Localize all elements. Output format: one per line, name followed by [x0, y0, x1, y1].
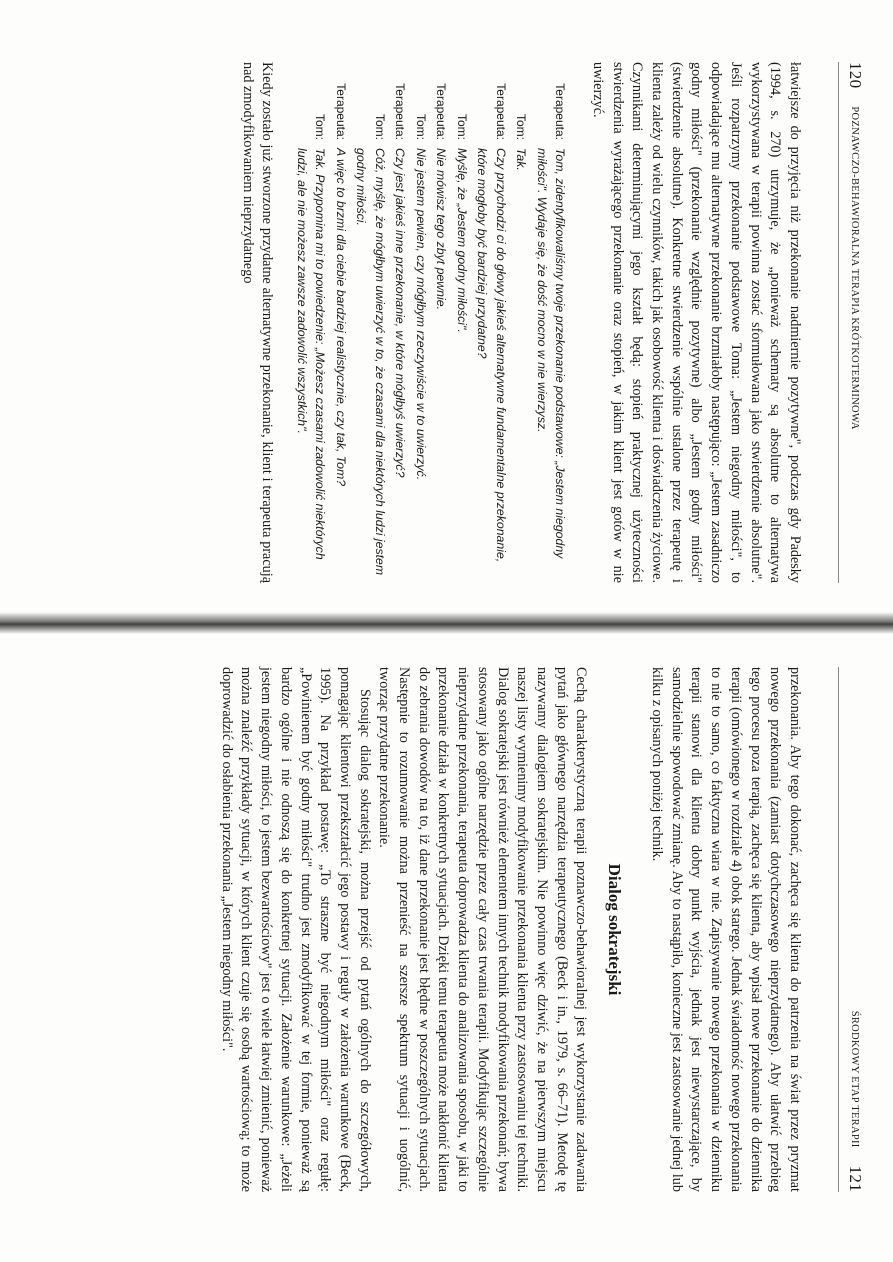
right-page-number: 121 — [846, 1165, 865, 1192]
utterance: Myślę, że „Jestem godny miłości". — [454, 148, 469, 333]
left-page-number: 120 — [846, 62, 865, 89]
dialogue — [292, 62, 569, 583]
right-page-header — [838, 667, 865, 1192]
right-paragraph-1: przekonania. Aby tego dokonać, zachęca się klienta do patrzenia na świat przez pryzmat nowego przekonania (zamiast dotychczasowego nieprzydatnego). Aby ułatwić przebieg tego procesu poza terapią, zachęca się klienta, aby wpisał nowe przekonanie do dziennika terapii (omówionego w rozdziale 4) obok starego. Jednak świadomość nowego przekonania to nie to samo, co faktyczna wiara w nie. Zapisywanie nowego przekonania w dzienniku terapii stanowi dla klienta dobry punkt wyjścia, jednak jest niewystarczające, by samodzielnie spowodować zmianę. Aby to nastąpiło, konieczne jest zastosowanie jednej lub kilku z opisanych poniżej technik. — [649, 667, 803, 1192]
dialogue-turn — [512, 62, 531, 583]
dialogue-turn — [352, 62, 389, 583]
dialogue-turn — [432, 62, 451, 583]
speaker: Terapeuta: — [393, 83, 408, 140]
left-running-head: POZNAWCZO-BEHAWIORALNA TERAPIA KRÓTKOTERMINOWA — [849, 106, 861, 430]
utterance: Nie mówisz tego zbyt pewnie. — [434, 148, 449, 310]
utterance: Tak. Przypomina mi to powiedzenie: „Możesz czasami zadowolić niektórych ludzi, ale nie możesz zawsze zadowolić wszystkich". — [294, 148, 328, 560]
utterance: A więc to brzmi dla ciebie bardziej realistycznie, czy tak, Tom? — [333, 148, 348, 487]
speaker: Tom: — [313, 113, 328, 140]
left-page-header — [838, 62, 865, 583]
speaker: Tom: — [514, 113, 529, 140]
dialogue-turn — [452, 62, 471, 583]
utterance: Cóż, myślę, że mógłbym uwierzyć w to, że czasami dla niektórych ludzi jestem godny miłości. — [354, 148, 387, 576]
speaker: Terapeuta: — [493, 83, 508, 140]
utterance: Czy przychodzi ci do głowy jakieś alternatywne fundamentalne przekonanie, które mogłoby być bardziej przydatne? — [475, 148, 508, 563]
dialogue-turn — [292, 62, 329, 583]
right-page — [0, 631, 893, 1262]
speaker: Terapeuta: — [553, 83, 568, 140]
right-paragraph-2: Cechą charakterystyczną terapii poznawczo-behawioralnej jest wykorzystanie zadawania pytań jako głównego narzędzia terapeutycznego (Beck i in., 1979, s. 66–71). Metodę tę nazywamy dialogiem sokratejskim. Nie powinno więc dziwić, że na pierwszym miejscu naszej listy wymienimy modyfikowanie przekonania klienta przy zastosowaniu tej techniki. Dialog sokratejski jest również elementem innych technik modyfikowania przekonań; bywa stosowany jako ogólne narzędzie przez cały czas trwania terapii. Modyfikując szczególnie nieprzydatne przekonania, terapeuta doprowadza klienta do analizowania sposobu, w jaki to przekonanie działa w konkretnych sytuacjach. Dzięki temu terapeuta może nakłonić klienta do zebrania dowodów na to, iż dane przekonanie jest błędne w poszczególnych sytuacjach. Następnie to rozumowanie można przenieść na szersze spektrum sytuacji i uogólnić, tworząc przydatne przekonanie. — [376, 667, 590, 1192]
dialogue-turn — [331, 62, 350, 583]
utterance: Tom, zidentyfikowaliśmy twoje przekonanie podstawowe: „Jestem niegodny miłości". Wydaje się, że dość mocno w nie wierzysz. — [534, 148, 568, 559]
dialogue-turn — [391, 62, 410, 583]
speaker: Tom: — [372, 113, 387, 140]
speaker: Tom: — [413, 113, 428, 140]
left-paragraph-1: łatwiejsze do przyjęcia niż przekonanie nadmiernie pozytywne", podczas gdy Padesky (1994, s. 270) utrzymuje, że „ponieważ schematy są absolutne to alternatywa wykorzystywana w terapii powinna zostać sformułowana jako stwierdzenie absolutne". Jeśli rozpatrzymy przekonanie podstawowe Toma: „Jestem niegodny miłości", to odpowiadające mu alternatywne przekonanie brzmiałoby następująco: „Jestem zasadniczo godny miłości" (przekonanie względnie pozytywne) albo „Jestem godny miłości" (stwierdzenie absolutne). Konkretne stwierdzenie wspólnie ustalone przez terapeutę i klienta zależy od wielu czynników, takich jak osobowość klienta i doświadczenia życiowe. Czynnikami determinującymi jego kształt będą: stopień praktycznej użyteczności stwierdzenia wyrażającego przekonanie oraz stopień, w jakim klient jest gotów w nie uwierzyć. — [589, 62, 803, 583]
dialogue-turn — [532, 62, 569, 583]
speaker: Terapeuta: — [333, 83, 348, 140]
dialogue-turn — [411, 62, 430, 583]
speaker: Terapeuta: — [434, 83, 449, 140]
utterance: Nie jestem pewien, czy mógłbym rzeczywiście w to uwierzyć. — [413, 148, 428, 481]
utterance: Tak. — [514, 148, 529, 171]
dialogue-turn — [473, 62, 510, 583]
left-paragraph-2: Kiedy zostało już stworzone przydatne alternatywne przekonanie, klient i terapeuta pracują nad zmodyfikowaniem nieprzydatnego — [239, 62, 276, 583]
utterance: Czy jest jakieś inne przekonanie, w które mógłbyś uwierzyć? — [393, 148, 408, 478]
speaker: Tom: — [454, 113, 469, 140]
right-running-head: ŚRODKOWY ETAP TERAPII — [849, 1010, 861, 1148]
right-paragraph-3: Stosując dialog sokratejski, można przejść od pytań ogólnych do szczegółowych, pomagając klientowi przekształcić jego postawy i reguły w założenia warunkowe (Beck, 1995). Na przykład postawę: „To straszne być niegodnym miłości" oraz regułę: „Powinienem być godny miłości" trudno jest zmodyfikować w tej formie, ponieważ są bardzo ogólne i nie odnoszą się do konkretnej sytuacji. Założenie warunkowe: „Jeżeli jestem niegodny miłości, to jestem bezwartościowy" jest o wiele łatwiej zmienić, ponieważ można znaleźć przykłady sytuacji, w których klient czuje się osobą wartościową; to może doprowadzić do osłabienia przekonania „Jestem niegodny miłości". — [218, 667, 373, 1192]
section-heading: Dialog sokratejski — [605, 863, 625, 996]
